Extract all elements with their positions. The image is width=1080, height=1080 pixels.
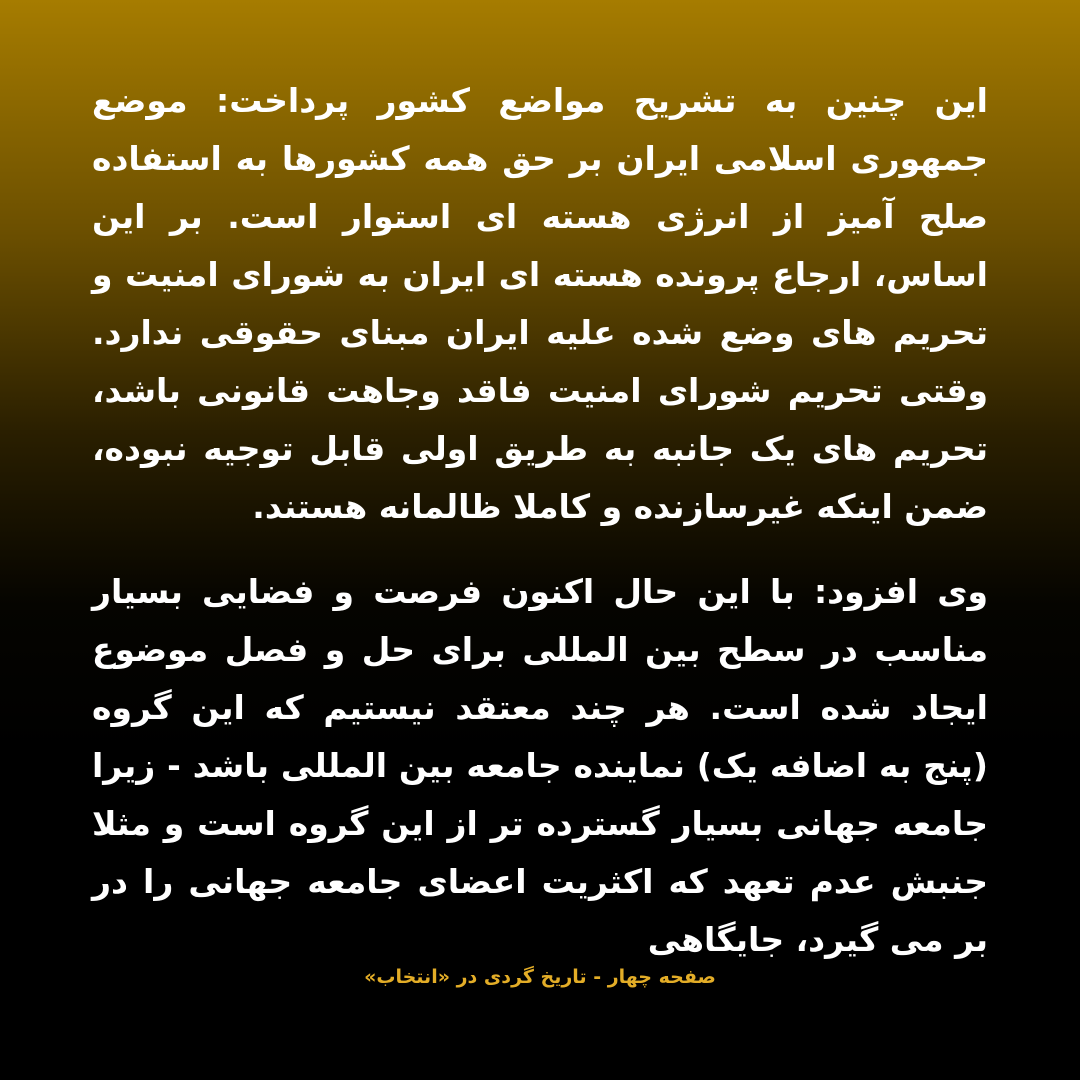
article-paragraph-2: وی افزود: با این حال اکنون فرصت و فضایی بسیار مناسب در سطح بین المللی برای حل و فصل موضوع ایجاد شده است. هر چند معتقد نیستیم که این گروه (پنج به اضافه یک) نماینده جامعه بین المللی باشد - زیرا جامعه جهانی بسیار گسترده تر از این گروه است و مثلا جنبش عدم تعهد که اکثریت اعضای جامعه جهانی را در بر می گیرد، جایگاهی [92, 572, 988, 959]
page-footer-caption: صفحه چهار - تاریخ گردی در «انتخاب» [364, 966, 716, 988]
article-paragraph-1: این چنین به تشریح مواضع کشور پرداخت: موضع جمهوری اسلامی ایران بر حق همه کشورها به استفاده صلح آمیز از انرژی هسته ای استوار است. بر این اساس، ارجاع پرونده هسته ای ایران به شورای امنیت و تحریم های وضع شده علیه ایران مبنای حقوقی ندارد. وقتی تحریم شورای امنیت فاقد وجاهت قانونی باشد، تحریم های یک جانبه به طریق اولی قابل توجیه نبوده، ضمن اینکه غیرسازنده و کاملا ظالمانه هستند. [92, 81, 988, 526]
